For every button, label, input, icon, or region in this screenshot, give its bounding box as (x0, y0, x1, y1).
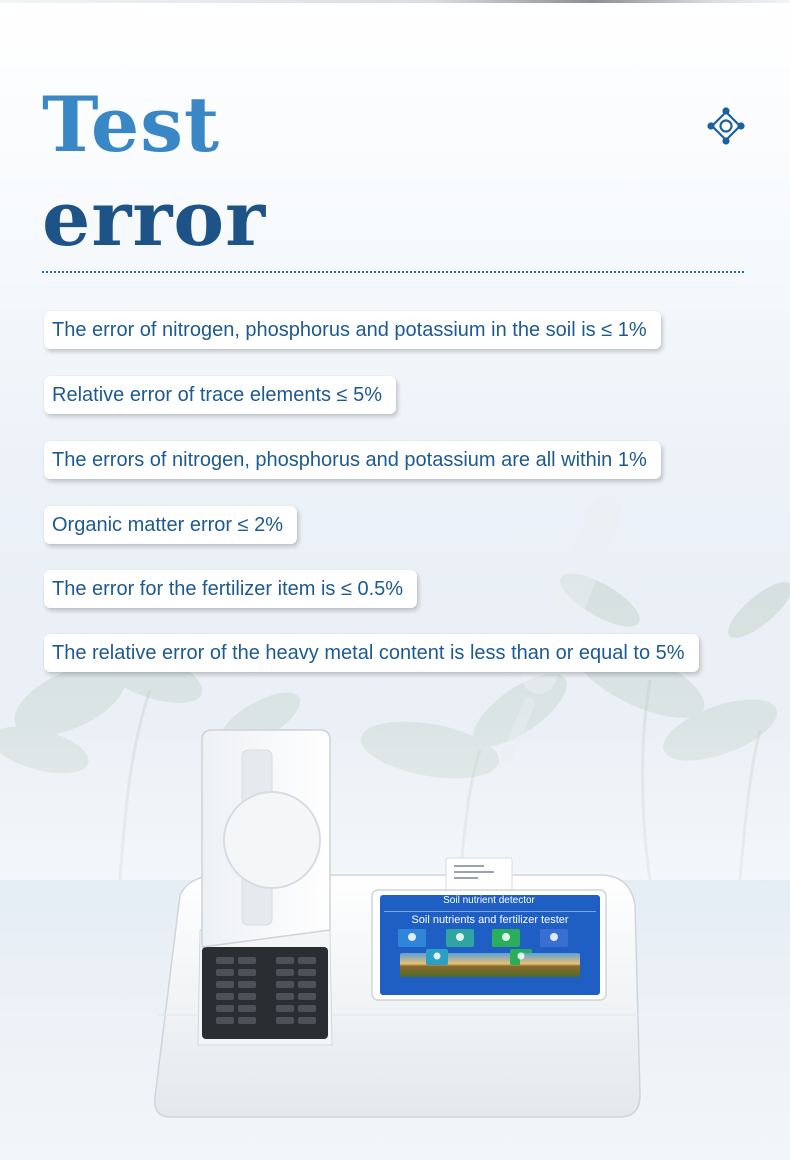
device-screen-title: Soil nutrients and fertilizer tester (411, 914, 569, 926)
title-divider (42, 271, 744, 273)
error-item-organic-matter: Organic matter error ≤ 2% (44, 506, 297, 544)
device-header-label: Soil nutrient detector (443, 895, 535, 906)
molecule-icon (706, 106, 746, 146)
error-item-npk-soil: The error of nitrogen, phosphorus and potassium in the soil is ≤ 1% (44, 311, 661, 349)
top-decor-line (0, 0, 790, 3)
title-line-1: Test (42, 80, 221, 169)
page-title (42, 78, 266, 266)
title-line-2: error (42, 174, 267, 263)
error-item-heavy-metal: The relative error of the heavy metal content is less than or equal to 5% (44, 634, 699, 672)
error-item-npk-within: The errors of nitrogen, phosphorus and potassium are all within 1% (44, 441, 661, 479)
error-item-fertilizer: The error for the fertilizer item is ≤ 0.5% (44, 570, 417, 608)
error-item-trace-elements: Relative error of trace elements ≤ 5% (44, 376, 396, 414)
